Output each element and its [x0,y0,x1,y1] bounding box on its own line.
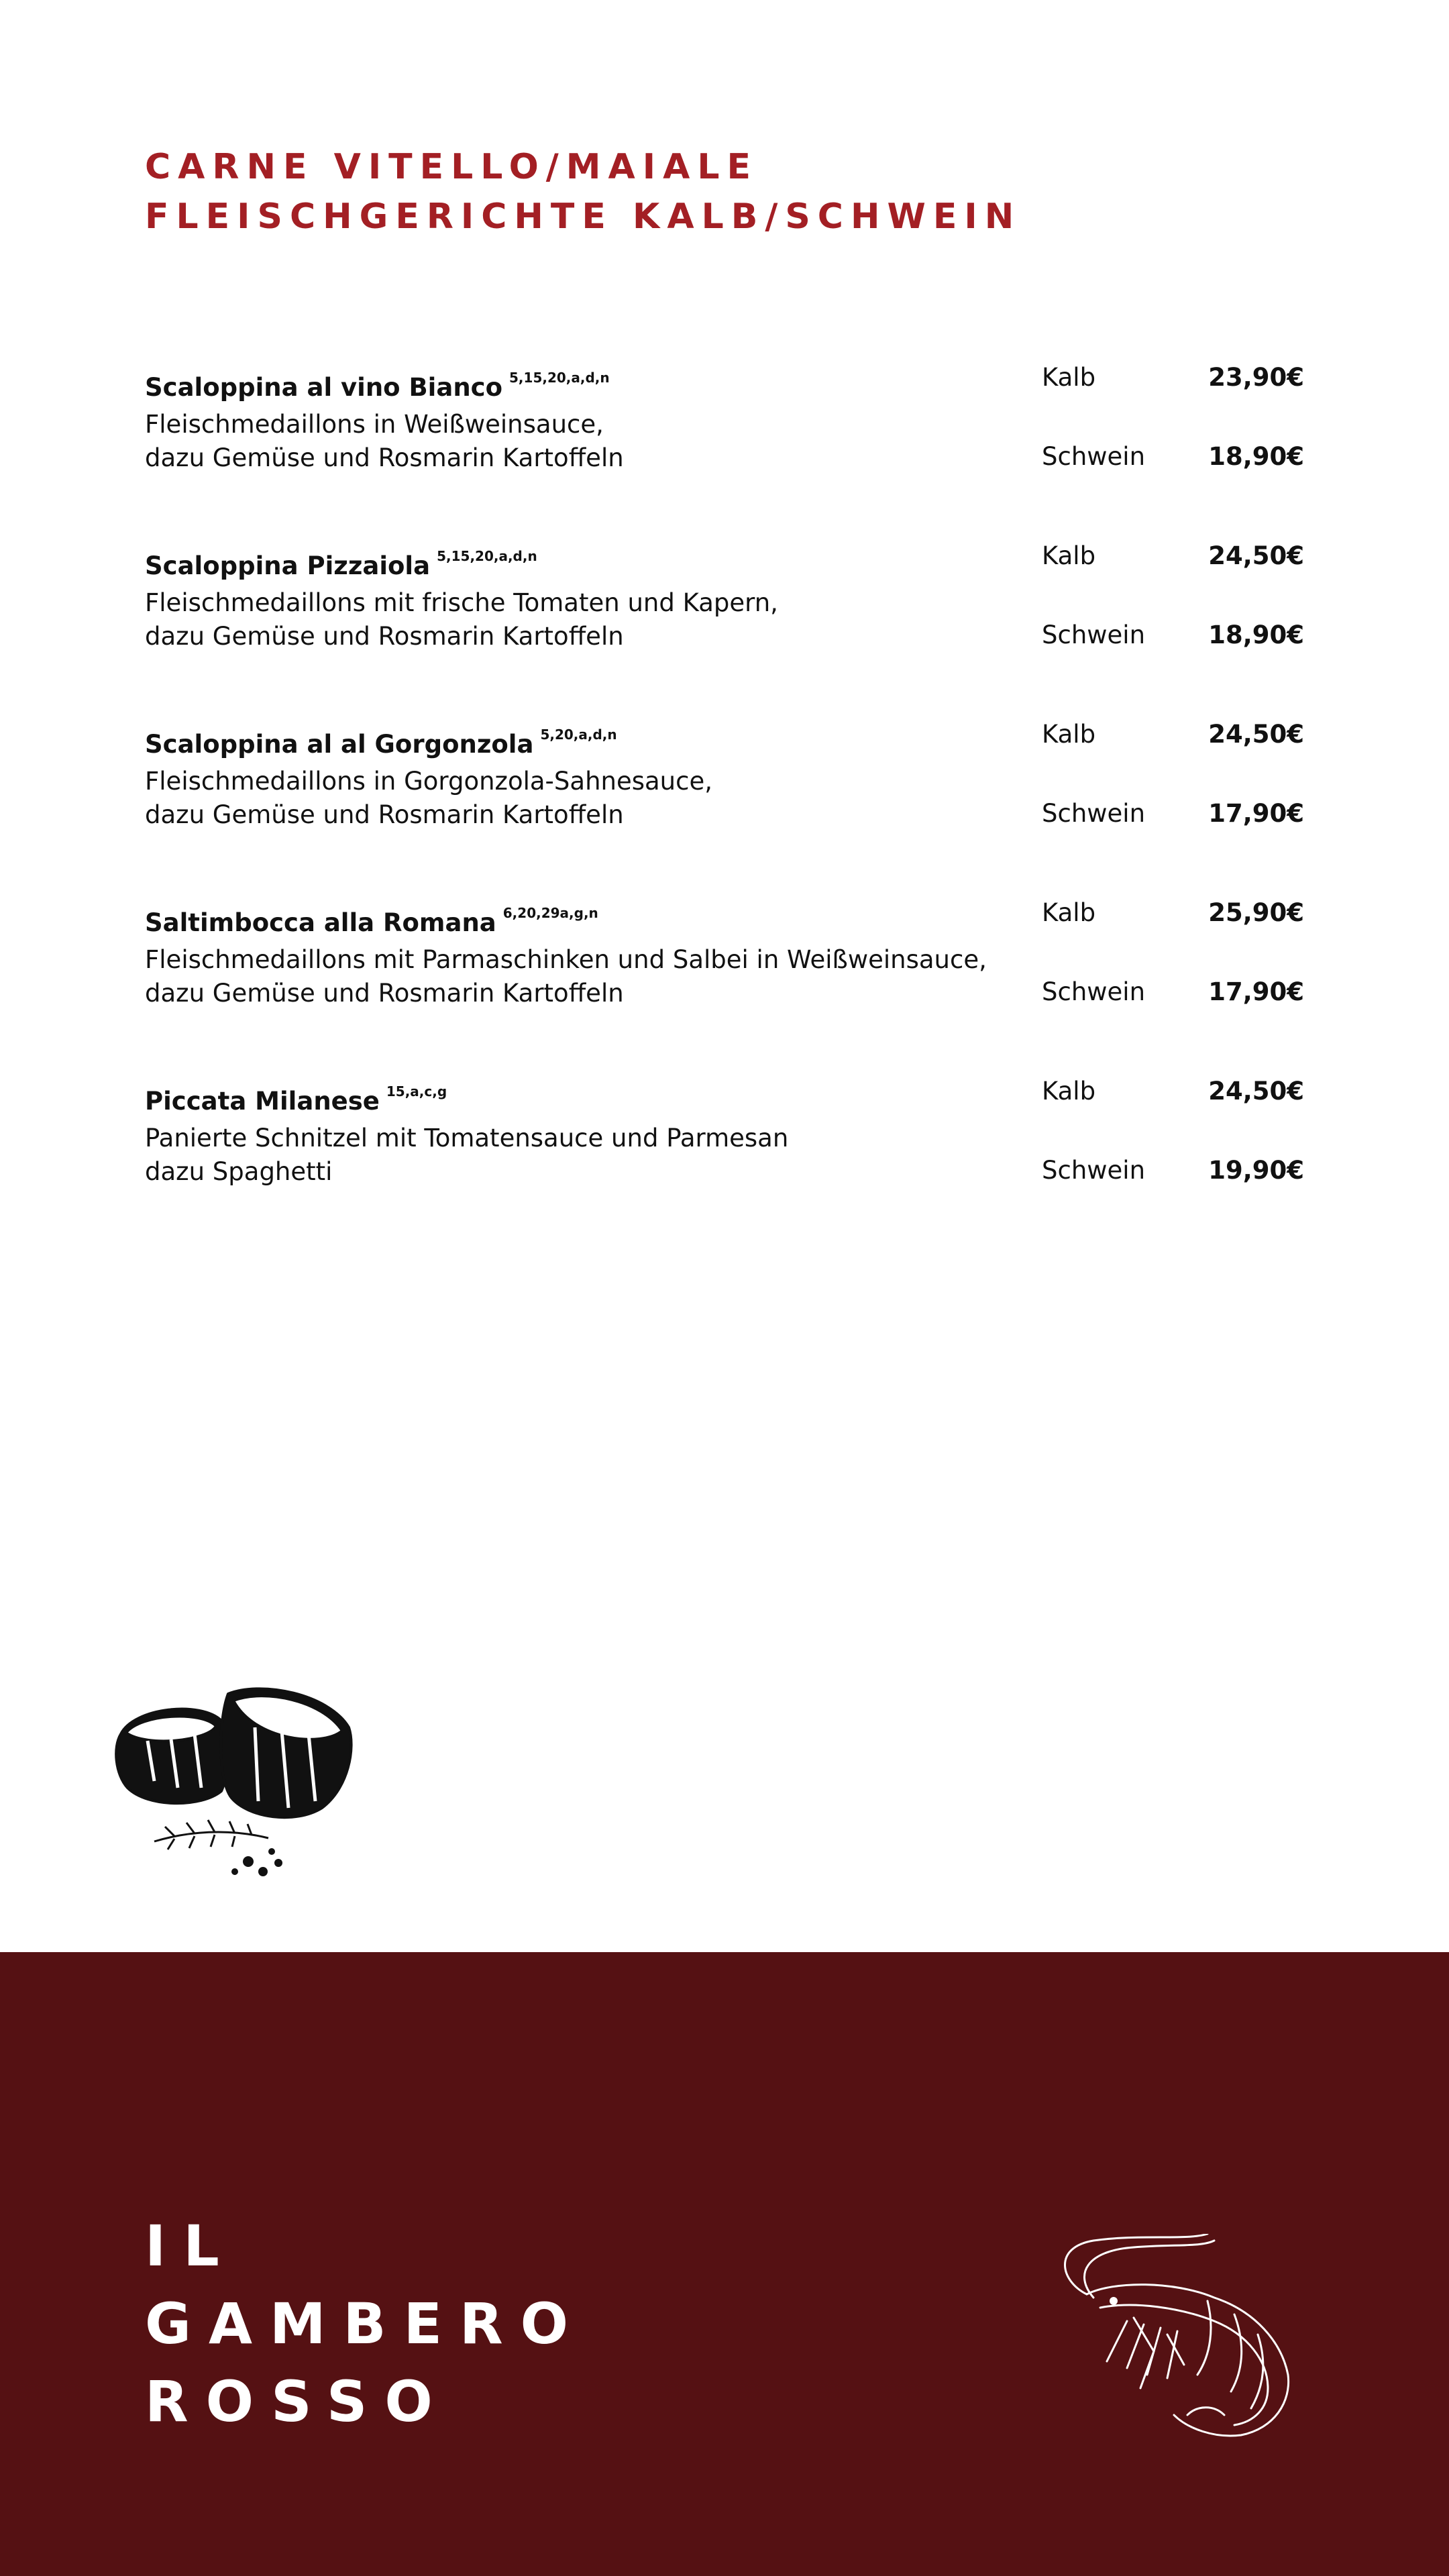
price-value: 18,90€ [1208,442,1304,471]
restaurant-name-line: IL [145,2213,237,2279]
menu-list [145,354,1304,1246]
price-value: 24,50€ [1208,541,1304,570]
menu-item [145,890,1304,1068]
dish-description [145,1122,1017,1189]
allergen-codes: 15,a,c,g [386,1083,447,1099]
price-row-schwein [1042,969,1304,1016]
dish-description [145,765,1017,832]
allergen-codes: 5,15,20,a,d,n [509,370,610,386]
dish-description-line: Fleischmedaillons mit frische Tomaten und Kapern, [145,588,778,617]
menu-item [145,711,1304,890]
price-row-kalb [1042,711,1304,758]
dish-description [145,943,1017,1010]
dish-description-line: dazu Gemüse und Rosmarin Kartoffeln [145,800,624,829]
dish-title [145,711,617,768]
price-row-kalb [1042,354,1304,401]
price-value: 24,50€ [1208,720,1304,749]
dish-name: Piccata Milanese [145,1087,380,1116]
dish-description-line: Fleischmedaillons mit Parmaschinken und Salbei in Weißweinsauce, [145,945,987,974]
dish-description-line: Fleischmedaillons in Weißweinsauce, [145,410,604,439]
price-row-kalb [1042,1068,1304,1115]
menu-item [145,1068,1304,1246]
price-row-schwein [1042,1147,1304,1194]
menu-item [145,354,1304,533]
dish-description-line: dazu Spaghetti [145,1157,333,1186]
dish-title [145,1068,447,1125]
dish-description-line: dazu Gemüse und Rosmarin Kartoffeln [145,622,624,651]
price-value: 19,90€ [1208,1156,1304,1185]
steak-illustration-icon [107,1680,356,1882]
dish-description-line: Fleischmedaillons in Gorgonzola-Sahnesauce, [145,767,712,796]
price-label: Schwein [1042,621,1146,649]
dish-description-line: dazu Gemüse und Rosmarin Kartoffeln [145,979,624,1008]
dish-description [145,586,1017,653]
price-value: 17,90€ [1208,977,1304,1006]
price-label: Kalb [1042,1077,1096,1106]
price-row-schwein [1042,433,1304,480]
price-row-schwein [1042,612,1304,659]
restaurant-name-line: ROSSO [145,2369,450,2434]
page-title [145,142,1021,241]
price-label: Schwein [1042,977,1146,1006]
dish-description [145,408,1017,475]
price-value: 17,90€ [1208,799,1304,828]
price-label: Kalb [1042,898,1096,927]
price-row-kalb [1042,533,1304,580]
price-label: Schwein [1042,1156,1146,1185]
footer-band [0,1952,1449,2576]
price-label: Kalb [1042,541,1096,570]
shrimp-illustration-icon [1053,2234,1322,2442]
allergen-codes: 5,15,20,a,d,n [437,548,537,564]
dish-name: Saltimbocca alla Romana [145,908,496,937]
dish-description-line: dazu Gemüse und Rosmarin Kartoffeln [145,443,624,472]
menu-item [145,533,1304,711]
allergen-codes: 6,20,29a,g,n [502,905,598,921]
price-label: Schwein [1042,799,1146,828]
price-value: 25,90€ [1208,898,1304,927]
dish-title [145,533,537,590]
price-value: 23,90€ [1208,363,1304,392]
price-row-schwein [1042,790,1304,837]
restaurant-name-line: GAMBERO [145,2291,586,2357]
price-label: Kalb [1042,363,1096,392]
dish-name: Scaloppina al al Gorgonzola [145,730,534,759]
title-line-italian: CARNE VITELLO/MAIALE [145,147,759,187]
dish-title [145,354,610,411]
price-label: Schwein [1042,442,1146,471]
restaurant-name [145,2207,586,2440]
dish-description-line: Panierte Schnitzel mit Tomatensauce und Parmesan [145,1124,789,1152]
dish-name: Scaloppina al vino Bianco [145,373,503,402]
allergen-codes: 5,20,a,d,n [540,727,617,743]
dish-name: Scaloppina Pizzaiola [145,551,431,580]
price-value: 18,90€ [1208,621,1304,649]
title-line-german: FLEISCHGERICHTE KALB/SCHWEIN [145,197,1022,237]
dish-title [145,890,598,947]
price-value: 24,50€ [1208,1077,1304,1106]
price-label: Kalb [1042,720,1096,749]
price-row-kalb [1042,890,1304,936]
